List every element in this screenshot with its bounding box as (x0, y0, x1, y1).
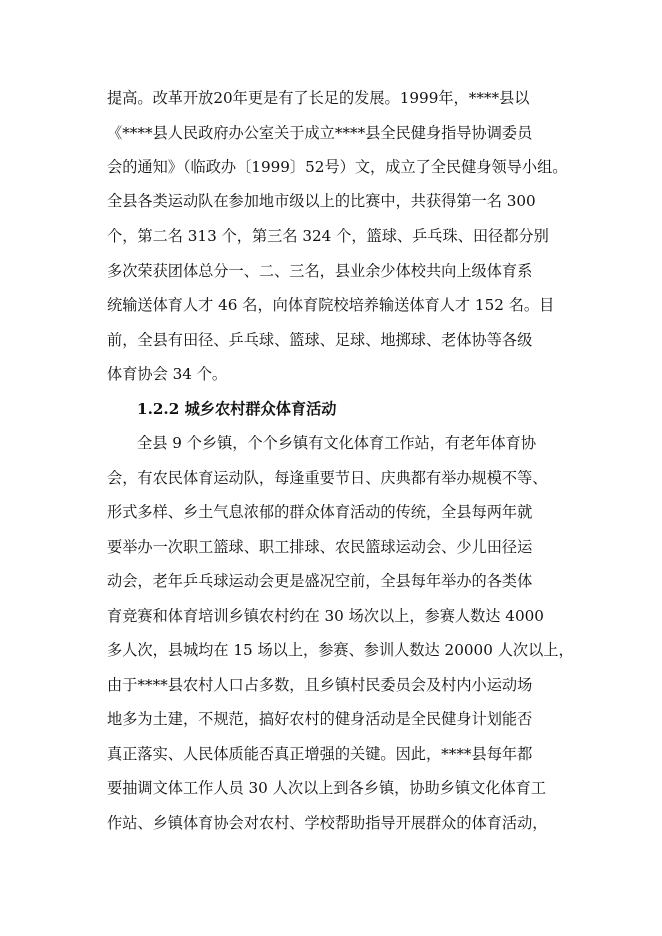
text-line: 全县 9 个乡镇，个个乡镇有文化体育工作站，有老年体育协 (137, 434, 537, 452)
text-line: 多人次，县城均在 15 场以上，参赛、参训人数达 20000 人次以上， (107, 641, 574, 659)
text-line: 前，全县有田径、乒乓球、篮球、足球、地掷球、老体协等各级 (107, 331, 533, 349)
text-line: 由于****县农村人口占多数，且乡镇村民委员会及村内小运动场 (107, 676, 533, 694)
text-line: 要抽调文体工作人员 30 人次以上到各乡镇，协助乡镇文化体育工 (107, 779, 547, 797)
text-line: 要举办一次职工篮球、职工排球、农民篮球运动会、少儿田径运 (107, 538, 533, 556)
text-line: 统输送体育人才 46 名，向体育院校培养输送体育人才 152 名。目 (107, 296, 555, 314)
text-line: 多次荣获团体总分一、二、三名，县业余少体校共向上级体育系 (107, 262, 533, 280)
text-line: 提高。改革开放20年更是有了长足的发展。1999年，****县以 (107, 89, 530, 107)
text-line: 全县各类运动队在参加地市级以上的比赛中，共获得第一名 300 (107, 192, 536, 210)
text-line: 《****县人民政府办公室关于成立****县全民健身指导协调委员 (107, 124, 533, 142)
text-line: 会的通知》（临政办〔1999〕52号）文，成立了全民健身领导小组。 (107, 158, 568, 176)
text-line: 真正落实、人民体质能否真正增强的关键。因此，****县每年都 (107, 745, 533, 763)
text-line: 形式多样、乡土气息浓郁的群众体育活动的传统，全县每两年就 (107, 503, 533, 521)
text-line: 会，有农民体育运动队，每逢重要节日、庆典都有举办规模不等、 (107, 469, 548, 487)
text-line: 地多为土建，不规范，搞好农村的健身活动是全民健身计划能否 (107, 710, 533, 728)
text-line: 育竞赛和体育培训乡镇农村约在 30 场次以上，参赛人数达 4000 (107, 607, 544, 625)
text-line: 个，第二名 313 个，第三名 324 个，篮球、乒乓珠、田径都分别 (107, 227, 549, 245)
section-heading: 1.2.2 城乡农村群众体育活动 (137, 400, 337, 418)
text-line: 作站、乡镇体育协会对农村、学校帮助指导开展群众的体育活动， (107, 814, 548, 832)
text-line: 动会，老年乒乓球运动会更是盛况空前，全县每年举办的各类体 (107, 572, 533, 590)
text-line: 体育协会 34 个。 (107, 365, 228, 383)
